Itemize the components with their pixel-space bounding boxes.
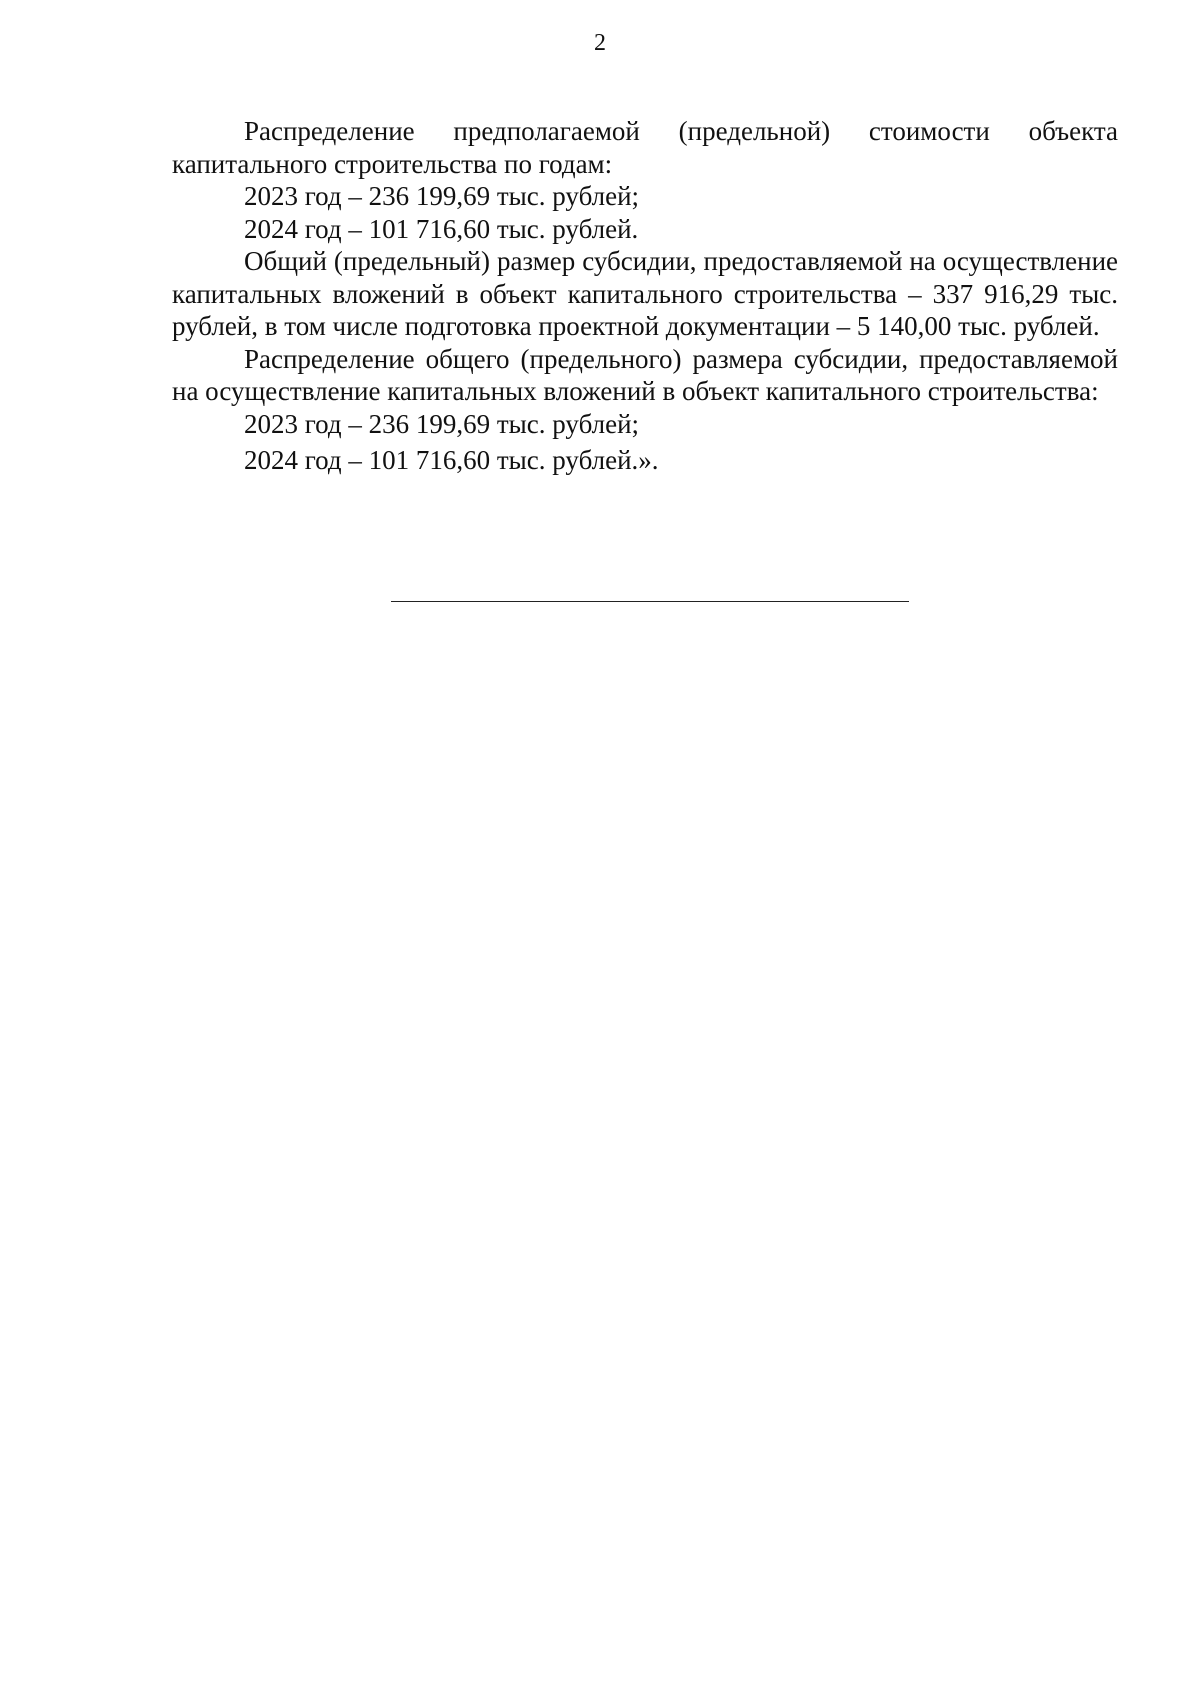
paragraph-subsidy-total: Общий (предельный) размер субсидии, предоставляемой на осуществление капитальных вложений в объект капитального строительства – 337 916,29 тыс. рублей, в том числе подготовка проектной документации – 5 140,00 тыс. рублей. bbox=[172, 246, 1118, 341]
paragraph-cost-distribution: Распределение предполагаемой (предельной) стоимости объекта капитального строительства по годам: bbox=[172, 116, 1118, 179]
paragraph-cost-2024: 2024 год – 101 716,60 тыс. рублей. bbox=[244, 213, 639, 244]
paragraph-subsidy-2024: 2024 год – 101 716,60 тыс. рублей.». bbox=[244, 445, 659, 475]
end-of-text-rule bbox=[391, 601, 909, 602]
paragraph-subsidy-2023: 2023 год – 236 199,69 тыс. рублей; bbox=[244, 408, 640, 439]
document-body bbox=[172, 115, 1118, 477]
paragraph-cost-2023: 2023 год – 236 199,69 тыс. рублей; bbox=[244, 181, 640, 211]
page-number: 2 bbox=[594, 30, 606, 56]
paragraph-subsidy-distribution: Распределение общего (предельного) размера субсидии, предоставляемой на осуществление капитальных вложений в объект капитального строительства: bbox=[172, 343, 1118, 406]
